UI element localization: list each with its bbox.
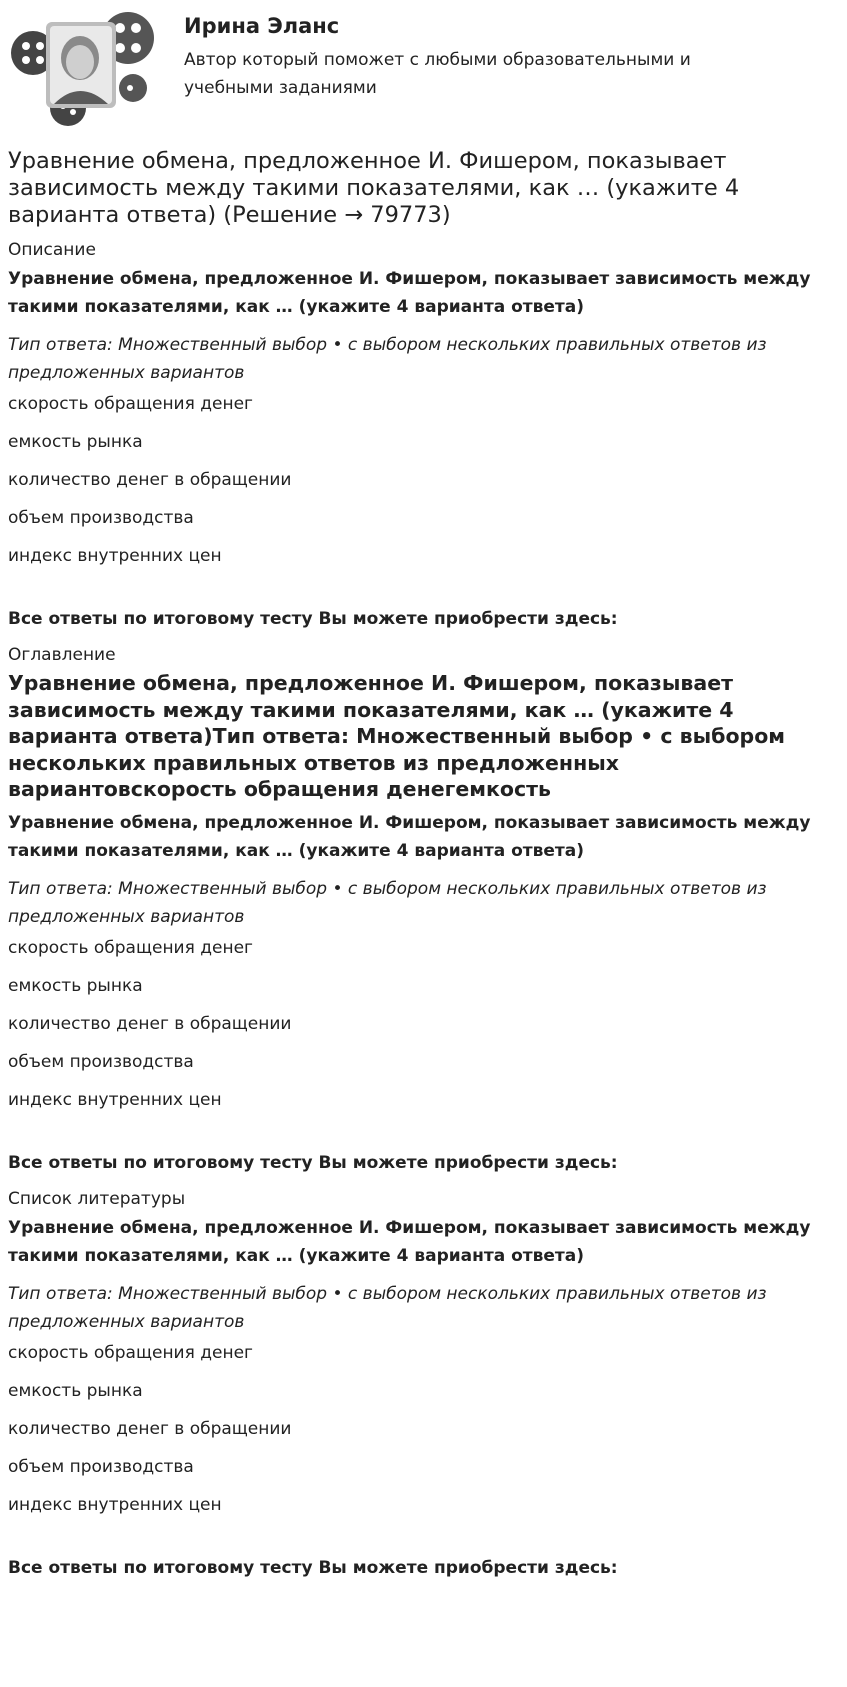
toc-heading: Уравнение обмена, предложенное И. Фишером, показывает зависимость между такими показателями, как … (укажите 4 варианта ответа)Тип ответа: Множественный выбор • с выбором нескольких правильных ответов из предложенных вариантовскорость обращения денегемкость (8, 671, 786, 801)
answer-option: емкость рынка (8, 975, 143, 996)
toc-section (8, 644, 839, 1174)
question-text: Уравнение обмена, предложенное И. Фишером, показывает зависимость между такими показателями, как … (укажите 4 варианта ответа) (8, 269, 811, 317)
answer-option: скорость обращения денег (8, 937, 253, 958)
buy-answers-text: Все ответы по итоговому тесту Вы можете приобрести здесь: (8, 1557, 618, 1578)
buy-answers-text: Все ответы по итоговому тесту Вы можете приобрести здесь: (8, 1152, 618, 1173)
answer-option: индекс внутренних цен (8, 546, 222, 566)
question-text: Уравнение обмена, предложенное И. Фишером, показывает зависимость между такими показателями, как … (укажите 4 варианта ответа) (8, 1217, 811, 1266)
references-section (8, 1188, 839, 1579)
references-label: Список литературы (8, 1188, 186, 1209)
answer-option: объем производства (8, 1051, 194, 1072)
answer-options-list (8, 1342, 839, 1516)
answer-option: скорость обращения денег (8, 394, 253, 414)
author-block (8, 0, 839, 140)
page-title: Уравнение обмена, предложенное И. Фишером, показывает зависимость между такими показателями, как … (укажите 4 варианта ответа) (Решение → 79773) (8, 148, 740, 228)
author-name: Ирина Эланс (184, 14, 340, 38)
answer-option: емкость рынка (8, 1380, 143, 1401)
question-text: Уравнение обмена, предложенное И. Фишером, показывает зависимость между такими показателями, как … (укажите 4 варианта ответа) (8, 812, 811, 861)
buy-answers-text: Все ответы по итоговому тесту Вы можете приобрести здесь: (8, 609, 618, 629)
answer-options-list (8, 937, 839, 1111)
author-avatar (8, 8, 158, 128)
toc-label: Оглавление (8, 645, 116, 665)
answer-options-list (8, 393, 839, 567)
answer-option: объем производства (8, 508, 194, 528)
author-description: Автор который поможет с любыми образовательными и учебными заданиями (184, 50, 691, 98)
answer-option: количество денег в обращении (8, 1418, 292, 1439)
answer-type-text: Тип ответа: Множественный выбор • с выбором нескольких правильных ответов из предложенных вариантов (8, 878, 767, 927)
answer-option: количество денег в обращении (8, 470, 292, 490)
answer-option: емкость рынка (8, 432, 143, 452)
answer-option: скорость обращения денег (8, 1342, 253, 1363)
answer-option: объем производства (8, 1456, 194, 1477)
answer-type-text: Тип ответа: Множественный выбор • с выбором нескольких правильных ответов из предложенных вариантов (8, 335, 767, 383)
answer-type-text: Тип ответа: Множественный выбор • с выбором нескольких правильных ответов из предложенных вариантов (8, 1283, 767, 1332)
description-section (8, 239, 839, 630)
answer-option: индекс внутренних цен (8, 1494, 222, 1515)
answer-option: количество денег в обращении (8, 1013, 292, 1034)
description-label: Описание (8, 240, 96, 260)
answer-option: индекс внутренних цен (8, 1089, 222, 1110)
